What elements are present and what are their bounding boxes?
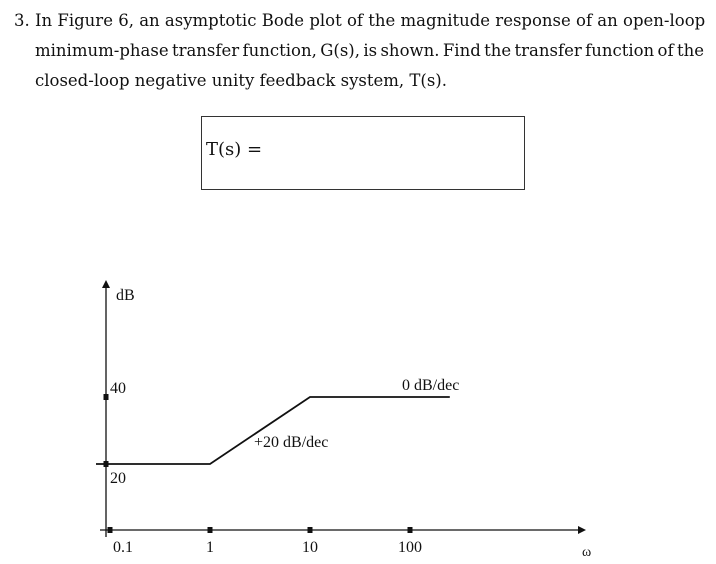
x-ticks	[108, 527, 423, 556]
y-tick-label: 40	[110, 380, 126, 397]
x-tick-label: 0.1	[113, 539, 133, 556]
problem-line-2-word: the	[676, 41, 704, 60]
problem-line-2-word: G(s),	[320, 41, 360, 60]
problem-line-2-word: function,	[242, 41, 317, 60]
slope-annotation: 0 dB/dec	[402, 377, 460, 394]
y-tick-label: 20	[110, 470, 126, 487]
problem-line-2-word: shown.	[380, 41, 440, 60]
problem-line-2-word: of	[657, 41, 674, 60]
y-ticks	[104, 380, 127, 487]
y-tick-mark	[104, 394, 109, 400]
problem-line-2-word: transfer	[514, 41, 582, 60]
problem-line-2-word: transfer	[171, 41, 240, 60]
problem-line-2-word: function	[585, 41, 655, 60]
x-tick-label: 1	[206, 539, 214, 556]
x-axis-label: ω	[582, 545, 592, 560]
problem-line-2-word: Find	[442, 41, 481, 60]
magnitude-asymptote	[96, 397, 450, 464]
slope-annotation: +20 dB/dec	[254, 434, 329, 451]
x-tick-mark	[108, 527, 113, 533]
problem-number: 3.	[14, 11, 30, 30]
x-tick-label: 100	[398, 539, 422, 556]
problem-line-2-word: minimum-phase	[35, 41, 169, 60]
x-tick-mark	[208, 527, 213, 533]
problem-text-line-1: In Figure 6, an asymptotic Bode plot of the magnitude response of an open-loop	[35, 11, 706, 30]
x-tick-mark	[308, 527, 313, 533]
problem-line-2-word: the	[484, 41, 512, 60]
answer-label: T(s) =	[206, 139, 263, 160]
problem-line-3: closed-loop negative unity feedback system, T(s).	[35, 71, 447, 90]
problem-line-2-word: is	[363, 41, 378, 60]
x-tick-mark	[408, 527, 413, 533]
y-axis-label: dB	[116, 287, 135, 304]
x-tick-label: 10	[302, 539, 318, 556]
